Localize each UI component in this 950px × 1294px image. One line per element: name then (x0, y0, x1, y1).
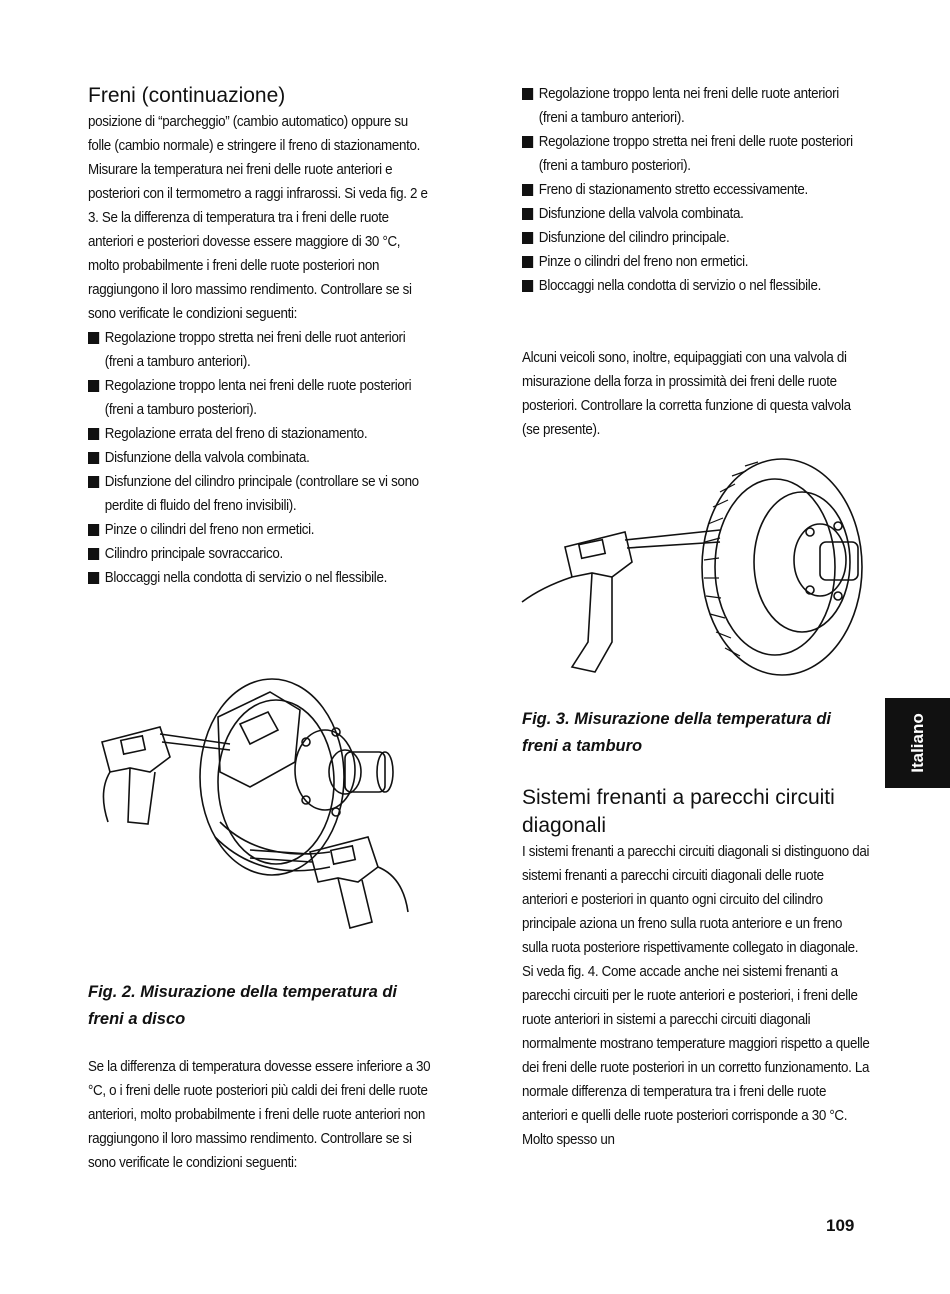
page-number: 109 (826, 1216, 855, 1235)
list-item: Pinze o cilindri del freno non ermetici. (88, 518, 432, 542)
list-item: Regolazione troppo stretta nei freni delle ruote posteriori (freni a tamburo posteriori). (522, 130, 871, 178)
list-item: Freno di stazionamento stretto eccessivamente. (522, 178, 871, 202)
list-item: Regolazione troppo lenta nei freni delle ruote posteriori (freni a tamburo posteriori). (88, 374, 432, 422)
section-heading-diagonali: Sistemi frenanti a parecchi circuiti diagonali (522, 786, 835, 837)
after-fig2-paragraph: Se la differenza di temperatura dovesse essere inferiore a 30 °C, o i freni delle ruote posteriori più caldi dei freni delle ruote anteriori, molto probabilmente i freni delle ruote anteriori non raggiungono il loro massimo rendimento. Controllare se si sono verificate le condizioni seguenti: (88, 1059, 431, 1171)
valve-text-block (522, 346, 871, 442)
list-item: Cilindro principale sovraccarico. (88, 542, 432, 566)
list-item: Pinze o cilindri del freno non ermetici. (522, 250, 871, 274)
fig3-caption: Fig. 3. Misurazione della temperatura di freni a tamburo (522, 710, 831, 755)
list-item: Disfunzione del cilindro principale (controllare se vi sono perdite di fluido del freno invisibili). (88, 470, 432, 518)
list-item: Disfunzione del cilindro principale. (522, 226, 871, 250)
language-side-tab (885, 698, 950, 788)
list-item: Regolazione troppo stretta nei freni delle ruot anteriori (freni a tamburo anteriori). (88, 326, 432, 374)
right-bullet-block (522, 82, 871, 298)
after-fig2-block (88, 1055, 432, 1175)
right-bullet-list (522, 82, 871, 298)
thermometer-1-shape (102, 727, 170, 772)
intro-text-block (88, 110, 432, 590)
section-heading-freni: Freni (continuazione) (88, 84, 286, 107)
diag-paragraph: I sistemi frenanti a parecchi circuiti diagonali si distinguono dai sistemi frenanti a parecchi circuiti diagonali delle ruote anteriori e posteriori in quanto ogni circuito del cilindro principale aziona un freno sulla ruota anteriore e un freno sulla ruota posteriore rispettivamente collegato in diagonale. Si veda fig. 4. Come accade anche nei sistemi frenanti a parecchi circuiti per le ruote anteriori e posteriori, i freni delle ruote anteriori in sistemi a parecchi circuiti diagonali normalmente mostrano temperature maggiori rispetto a quelle dei freni delle ruote posteriori in un corretto funzionamento. La normale differenza di temperatura tra i freni delle ruote anteriori e quelli delle ruote posteriori corrisponde a 30 °C. Molto spesso un (522, 844, 870, 1148)
fig3-drum-brake-illustration (520, 452, 865, 687)
brake-drum-shape (702, 459, 862, 675)
list-item: Disfunzione della valvola combinata. (88, 446, 432, 470)
list-item: Bloccaggi nella condotta di servizio o nel flessibile. (88, 566, 432, 590)
fig2-disc-brake-illustration (100, 672, 420, 942)
list-item: Regolazione troppo lenta nei freni delle ruote anteriori (freni a tamburo anteriori). (522, 82, 871, 130)
intro-paragraph: posizione di “parcheggio” (cambio automatico) oppure su folle (cambio normale) e stringere il freno di stazionamento. Misurare la temperatura nei freni delle ruote anteriori e posteriori con il termometro a raggi infrarossi. Si veda fig. 2 e 3. Se la differenza di temperatura tra i freni delle ruote anteriori e posteriori dovesse essere maggiore di 30 °C, molto probabilmente i freni delle ruote posteriori non raggiungono il loro massimo rendimento. Controllare se si sono verificate le condizioni seguenti: (88, 114, 428, 322)
list-item: Disfunzione della valvola combinata. (522, 202, 871, 226)
brake-rotor-shape (200, 679, 344, 875)
list-item: Regolazione errata del freno di stazionamento. (88, 422, 432, 446)
thermometer-2-shape (310, 837, 378, 882)
valve-paragraph: Alcuni veicoli sono, inoltre, equipaggiati con una valvola di misurazione della forza in prossimità dei freni delle ruote posteriori. Controllare la corretta funzione di questa valvola (se presente). (522, 350, 851, 438)
side-tab-label: Italiano (907, 713, 927, 773)
diag-text-block (522, 840, 871, 1152)
fig2-caption: Fig. 2. Misurazione della temperatura di freni a disco (88, 983, 397, 1028)
list-item: Bloccaggi nella condotta di servizio o nel flessibile. (522, 274, 871, 298)
left-bullet-list (88, 326, 432, 590)
